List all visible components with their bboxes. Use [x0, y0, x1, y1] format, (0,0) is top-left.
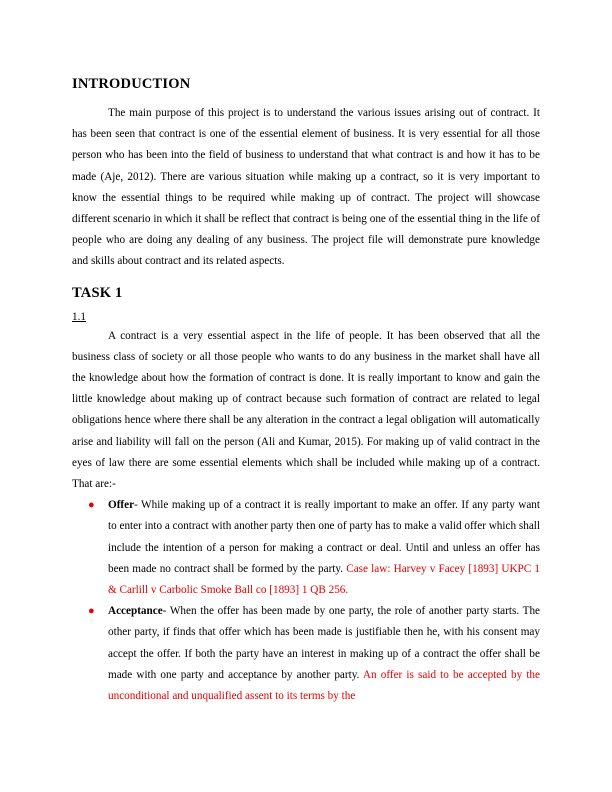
list-item — [72, 495, 540, 601]
case-law-text: Case law: Harvey v Facey [1893] UKPC 1 & Carlill v Carbolic Smoke Ball co [1893] 1 QB 256. — [108, 562, 540, 597]
list-item-text — [108, 601, 540, 707]
case-law-text: An offer is said to be accepted by the unconditional and unqualified assent to its terms by the — [108, 668, 540, 703]
list-item-text — [108, 495, 540, 601]
list-item-term: Acceptance — [108, 605, 163, 618]
list-item — [72, 601, 540, 707]
bullet-icon: ● — [88, 605, 95, 618]
list-item-term: Offer — [108, 499, 135, 512]
section-label: 1.1 — [72, 310, 86, 323]
elements-list — [72, 495, 540, 707]
list-item-body: - When the offer has been made by one party, the role of another party starts. The other party, if finds that offer which has been made is justifiable then he, with his consent may accept the offer. If both the party have an interest in making up of a contract the offer shall be made with one party and acceptance by another party. — [108, 605, 540, 681]
introduction-heading: INTRODUCTION — [72, 76, 191, 92]
document-page — [72, 76, 540, 707]
introduction-paragraph: The main purpose of this project is to understand the various issues arising out of contract. It has been seen that contract is one of the essential element of business. It is very essential for all those person who has been into the field of business to understand that what contract is and how it has to be made (Aje, 2012). There are various situation while making up a contract, so it is very important to know the essential things to be required while making up of contract. The project will showcase different scenario in which it shall be reflect that contract is being one of the essential thing in the life of people who are doing any dealing of any business. The project file will demonstrate pure knowledge and skills about contract and its related aspects. — [72, 107, 540, 268]
task-heading: TASK 1 — [72, 284, 123, 301]
bullet-icon: ● — [88, 499, 95, 512]
list-item-body: - While making up of a contract it is really important to make an offer. If any party want to enter into a contract with another party then one of party has to make a valid offer which shall include the intention of a person for making a contract or deal. Until and unless an offer has been made no contract shall be formed by the party. — [108, 499, 540, 575]
task-paragraph: A contract is a very essential aspect in the life of people. It has been observed that all the business class of society or all those people who wants to do any business in the market shall have all the knowledge about how the formation of contract is done. It is really important to know and gain the little knowledge about making up of contract because such formation of contract are related to legal obligations hence where there shall be any alteration in the contract a legal obligation will automatically arise and liability will fall on the person (Ali and Kumar, 2015). For making up of valid contract in the eyes of law there are some essential elements which shall be included while making up of a contract. That are:- — [72, 329, 540, 491]
